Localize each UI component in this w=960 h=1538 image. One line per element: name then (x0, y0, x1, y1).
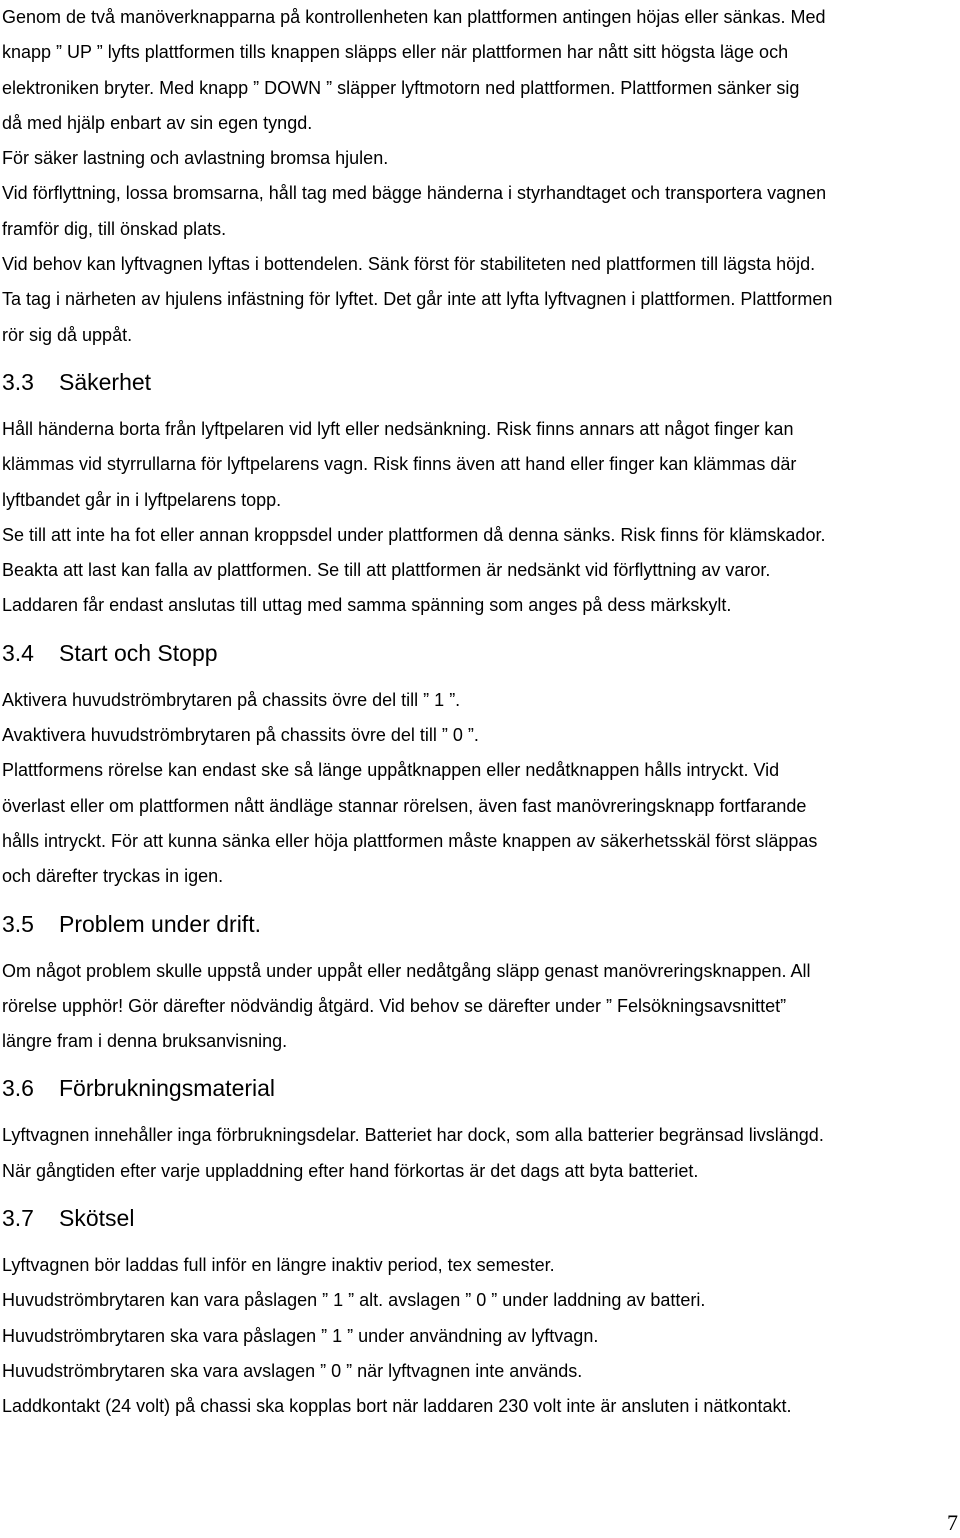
section-line: Om något problem skulle uppstå under uppåt eller nedåtgång släpp genast manövreringsknappen. All (2, 960, 811, 981)
section-line: Huvudströmbrytaren kan vara påslagen ” 1 ” alt. avslagen ” 0 ” under laddning av batteri. (2, 1290, 706, 1311)
page-number: 7 (947, 1510, 958, 1535)
intro-line: Vid förflyttning, lossa bromsarna, håll tag med bägge händerna i styrhandtaget och transportera vagnen (2, 183, 827, 204)
section-line: överlast eller om plattformen nått ändläge stannar rörelsen, även fast manövreringsknapp fortfarande (2, 795, 807, 816)
section-heading (2, 638, 954, 668)
section-line: rörelse upphör! Gör därefter nödvändig åtgärd. Vid behov se därefter under ” Felsökningsavsnittet” (2, 995, 787, 1016)
section-start-och-stopp (2, 638, 954, 895)
section-number: 3.7 (2, 1205, 34, 1232)
section-line: Aktivera huvudströmbrytaren på chassits övre del till ” 1 ”. (2, 689, 461, 710)
intro-line: knapp ” UP ” lyfts plattformen tills knappen släpps eller när plattformen har nått sitt högsta läge och (2, 42, 789, 63)
section-line: Lyftvagnen bör laddas full inför en längre inaktiv period, tex semester. (2, 1255, 555, 1276)
section-line: hålls intryckt. För att kunna sänka eller höja plattformen måste knappen av säkerhetsskäl först släppas (2, 830, 818, 851)
section-heading (2, 909, 954, 939)
section-title: Förbrukningsmaterial (59, 1075, 276, 1102)
section-number: 3.6 (2, 1075, 34, 1102)
section-problem-under-drift (2, 909, 954, 1060)
section-heading (2, 1203, 954, 1233)
intro-line: då med hjälp enbart av sin egen tyngd. (2, 112, 313, 133)
section-line: klämmas vid styrrullarna för lyftpelarens vagn. Risk finns även att hand eller finger kan klämmas där (2, 454, 797, 475)
section-line: Avaktivera huvudströmbrytaren på chassits övre del till ” 0 ”. (2, 725, 479, 746)
intro-line: Vid behov kan lyftvagnen lyftas i bottendelen. Sänk först för stabiliteten ned plattformen till lägsta höjd. (2, 254, 816, 275)
section-line: Plattformens rörelse kan endast ske så länge uppåtknappen eller nedåtknappen hålls intryckt. Vid (2, 760, 780, 781)
section-heading (2, 367, 954, 397)
section-number: 3.4 (2, 639, 34, 666)
section-line: När gångtiden efter varje uppladdning efter hand förkortas är det dags att byta batteriet. (2, 1160, 699, 1181)
section-line: Huvudströmbrytaren ska vara avslagen ” 0 ” när lyftvagnen inte används. (2, 1360, 583, 1381)
intro-line: rör sig då uppåt. (2, 324, 133, 345)
section-title: Start och Stopp (59, 639, 218, 666)
section-sakerhet (2, 367, 954, 624)
section-forbrukningsmaterial (2, 1073, 954, 1189)
section-number: 3.5 (2, 910, 34, 937)
section-number: 3.3 (2, 368, 34, 395)
section-line: Se till att inte ha fot eller annan kroppsdel under plattformen då denna sänks. Risk finns för klämskador. (2, 524, 826, 545)
section-line: Lyftvagnen innehåller inga förbrukningsdelar. Batteriet har dock, som alla batterier begränsad livslängd. (2, 1125, 824, 1146)
section-line: Huvudströmbrytaren ska vara påslagen ” 1 ” under användning av lyftvagn. (2, 1325, 599, 1346)
section-title: Säkerhet (59, 368, 152, 395)
intro-line: framför dig, till önskad plats. (2, 218, 227, 239)
section-line: längre fram i denna bruksanvisning. (2, 1031, 288, 1052)
section-line: lyftbandet går in i lyftpelarens topp. (2, 489, 282, 510)
section-line: Håll händerna borta från lyftpelaren vid lyft eller nedsänkning. Risk finns annars att något finger kan (2, 418, 794, 439)
document-body (2, 0, 954, 1425)
section-title: Problem under drift. (59, 910, 261, 937)
intro-line: För säker lastning och avlastning bromsa hjulen. (2, 148, 389, 169)
intro-line: Ta tag i närheten av hjulens infästning för lyftet. Det går inte att lyfta lyftvagnen i plattformen. Plattformen (2, 289, 833, 310)
intro-paragraphs (2, 0, 954, 353)
section-skotsel (2, 1203, 954, 1424)
section-line: och därefter tryckas in igen. (2, 866, 224, 887)
intro-line: Genom de två manöverknapparna på kontrollenheten kan plattformen antingen höjas eller sänkas. Med (2, 7, 826, 27)
intro-line: elektroniken bryter. Med knapp ” DOWN ” släpper lyftmotorn ned plattformen. Plattformen sänker sig (2, 77, 800, 98)
section-heading (2, 1073, 954, 1103)
section-line: Beakta att last kan falla av plattformen. Se till att plattformen är nedsänkt vid förflyttning av varor. (2, 560, 771, 581)
section-line: Laddkontakt (24 volt) på chassi ska kopplas bort när laddaren 230 volt inte är ansluten i nätkontakt. (2, 1396, 792, 1417)
section-title: Skötsel (59, 1205, 135, 1232)
section-line: Laddaren får endast anslutas till uttag med samma spänning som anges på dess märkskylt. (2, 595, 732, 616)
